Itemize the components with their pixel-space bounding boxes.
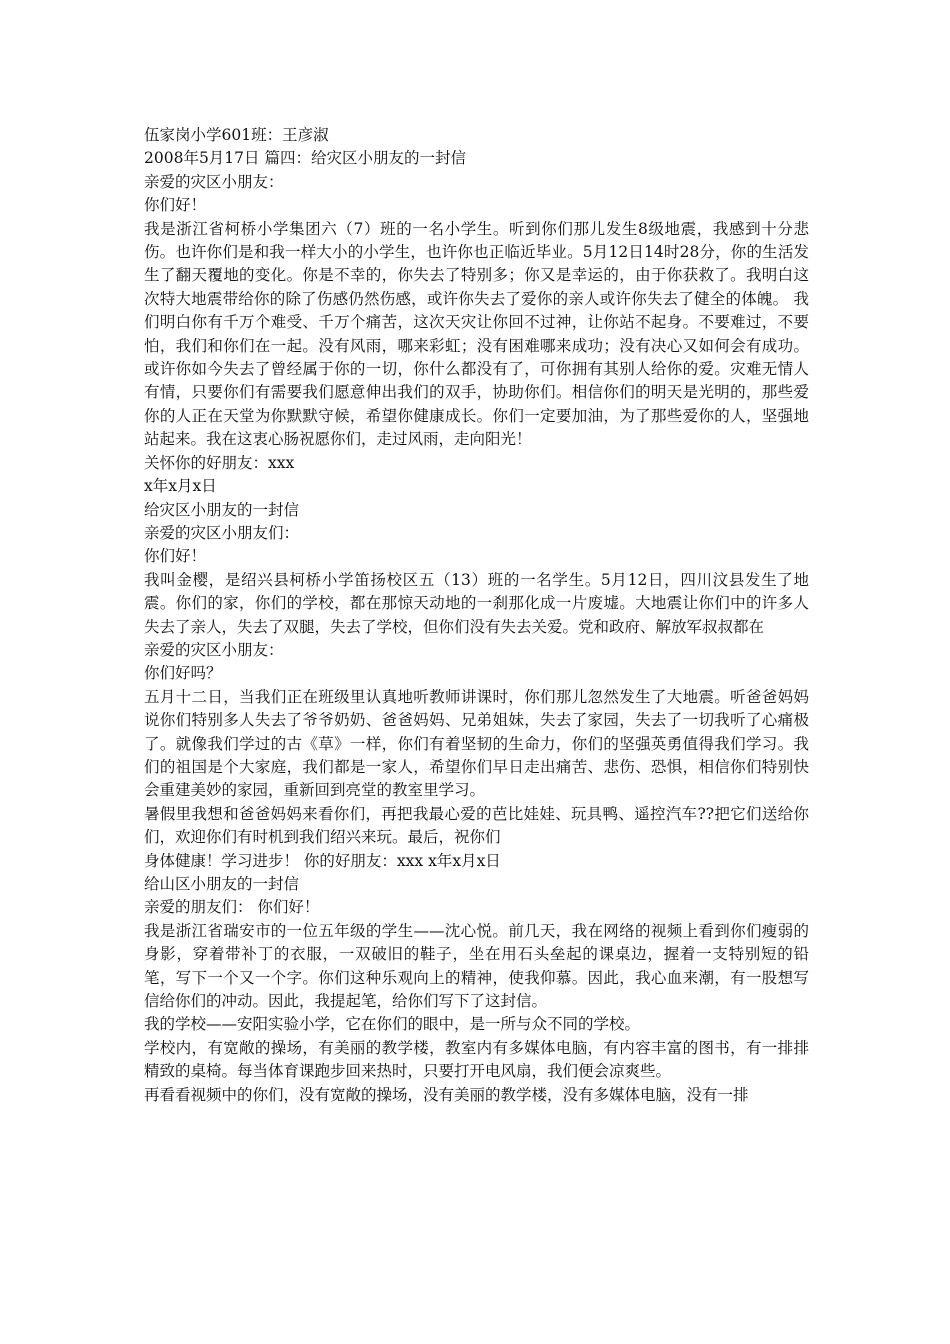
document-page [144, 124, 809, 1107]
text-line: 你们好吗？ [144, 664, 222, 683]
text-line: 给灾区小朋友的一封信 [144, 500, 300, 519]
text-line: 身体健康！学习进步！ 你的好朋友：xxx x年x月x日 [144, 851, 501, 870]
text-line: 我的学校——安阳实验小学，它在你们的眼中，是一所与众不同的学校。 [144, 1015, 641, 1034]
text-line: 亲爱的灾区小朋友： [144, 640, 284, 659]
text-line: 再看看视频中的你们，没有宽敞的操场，没有美丽的教学楼，没有多媒体电脑，没有一排 [144, 1085, 749, 1104]
text-line: 伍家岗小学601班：王彦淑 [144, 126, 329, 144]
text-paragraph: 暑假里我想和爸爸妈妈来看你们，再把我最心爱的芭比娃娃、玩具鸭、遥控汽车??把它们送给你们，欢迎你们有时机到我们绍兴来玩。最后，祝你们 [144, 804, 809, 847]
text-line: 亲爱的灾区小朋友们： [144, 523, 300, 542]
text-line: 给山区小朋友的一封信 [144, 875, 300, 893]
text-paragraph: 我是浙江省柯桥小学集团六（7）班的一名小学生。听到你们那儿发生8级地震，我感到十分悲伤。也许你们是和我一样大小的小学生，也许你也正临近毕业。5月12日14时28分，你的生活发生了翻天覆地的变化。你是不幸的，你失去了特别多；你又是幸运的，由于你获救了。我明白这次特大地震带给你的除了伤感仍然伤感，或许你失去了爱你的亲人或许你失去了健全的体魄。 我们明白你有千万个难受、千万个痛苦，这次天灾让你回不过神，让你站不起身。不要难过，不要怕，我们和你们在一起。没有风雨，哪来彩虹；没有困难哪来成功；没有决心又如何会有成功。或许你如今失去了曾经属于你的一切，你什么都没有了，可你拥有其别人给你的爱。灾难无情人有情，只要你们有需要我们愿意伸出我们的双手，协助你们。相信你们的明天是光明的，那些爱你的人正在天堂为你默默守候，希望你健康成长。你们一定要加油，为了那些爱你的人，坚强地站起来。我在这衷心肠祝愿你们，走过风雨，走向阳光！ [144, 219, 809, 449]
text-line: 亲爱的灾区小朋友： [144, 172, 284, 191]
text-line: 2008年5月17日 篇四：给灾区小朋友的一封信 [144, 149, 466, 168]
text-line: x年x月x日 [144, 477, 217, 496]
text-paragraph: 我叫金樱，是绍兴县柯桥小学笛扬校区五（13）班的一名学生。5月12日，四川汶县发生了地震。你们的家，你们的学校，都在那惊天动地的一刹那化成一片废墟。大地震让你们中的许多人失去了亲人，失去了双腿，失去了学校，但你们没有失去关爱。党和政府、解放军叔叔都在 [144, 570, 809, 636]
text-paragraph: 学校内，有宽敞的操场，有美丽的教学楼，教室内有多媒体电脑，有内容丰富的图书，有一排排精致的桌椅。每当体育课跑步回来热时，只要打开电风扇，我们便会凉爽些。 [144, 1038, 809, 1081]
text-line: 你们好！ [144, 196, 207, 215]
text-line: 关怀你的好朋友：xxx [144, 453, 295, 472]
text-line: 亲爱的朋友们： 你们好！ [144, 898, 320, 917]
text-paragraph: 五月十二日，当我们正在班级里认真地听教师讲课时，你们那儿忽然发生了大地震。听爸爸妈妈说你们特别多人失去了爷爷奶奶、爸爸妈妈、兄弟姐妹，失去了家园，失去了一切我听了心痛极了。就像我们学过的古《草》一样，你们有着坚韧的生命力，你们的坚强英勇值得我们学习。我们的祖国是个大家庭，我们都是一家人，希望你们早日走出痛苦、悲伤、恐惧，相信你们特别快会重建美妙的家园，重新回到亮堂的教室里学习。 [144, 687, 809, 800]
text-paragraph: 我是浙江省瑞安市的一位五年级的学生——沈心悦。前几天，我在网络的视频上看到你们瘦弱的身影，穿着带补丁的衣服，一双破旧的鞋子，坐在用石头垒起的课桌边，握着一支特别短的铅笔，写下一个又一个字。你们这种乐观向上的精神，使我仰慕。因此，我心血来潮，有一股想写信给你们的冲动。因此，我提起笔，给你们写下了这封信。 [144, 921, 809, 1011]
text-line: 你们好！ [144, 547, 207, 566]
